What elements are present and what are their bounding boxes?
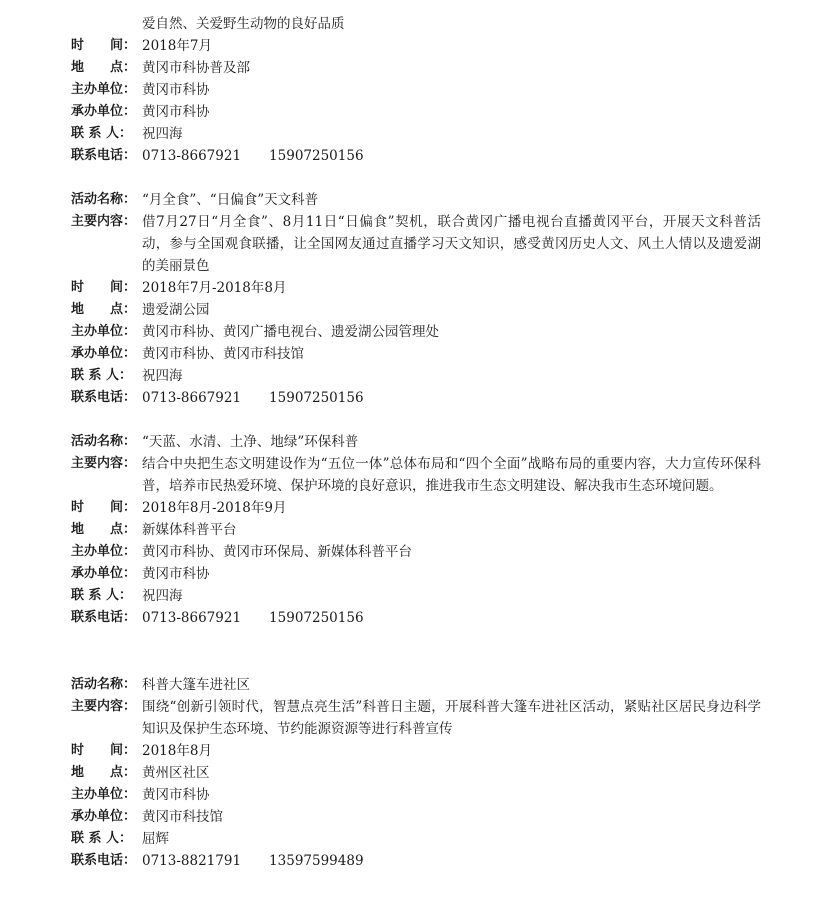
activity-tail — [71, 35, 761, 167]
place-label: 地 点： — [71, 60, 137, 75]
phone-office: 0713-8821791 — [142, 853, 242, 869]
content-row — [71, 453, 761, 497]
organizer-label: 承办单位： — [71, 566, 137, 581]
time-value: 2018年8月-2018年9月 — [142, 500, 287, 516]
host-label: 主办单位： — [71, 82, 137, 97]
phone-office: 0713-8667921 — [142, 390, 242, 406]
phone-mobile: 15907250156 — [269, 610, 364, 626]
phone-label: 联系电话： — [71, 148, 137, 163]
content-value: 借7月27日“月全食”、8月11日“日偏食”契机，联合黄冈广播电视台直播黄冈平台，开展天文科普活动，参与全国观食联播，让全国网友通过直播学习天文知识，感受黄冈历史人文、风土人情以及遗爱湖的美丽景色 — [142, 214, 761, 274]
content-label: 主要内容： — [71, 699, 137, 714]
time-row — [71, 35, 761, 57]
phone-row — [71, 145, 761, 167]
host-value: 黄冈市科协、黄冈市环保局、新媒体科普平台 — [142, 544, 412, 560]
place-row — [71, 519, 761, 541]
phone-office: 0713-8667921 — [142, 610, 242, 626]
contact-row — [71, 365, 761, 387]
time-value: 2018年7月 — [142, 38, 212, 54]
name-label: 活动名称： — [71, 192, 137, 207]
phone-row — [71, 607, 761, 629]
phone-mobile: 15907250156 — [269, 148, 364, 164]
time-value: 2018年8月 — [142, 743, 212, 759]
content-value: 围绕“创新引领时代，智慧点亮生活”科普日主题，开展科普大篷车进社区活动，紧贴社区居民身边科学知识及保护生态环境、节约能源资源等进行科普宣传 — [142, 699, 761, 737]
contact-label: 联 系 人： — [71, 126, 133, 141]
activity-block — [71, 189, 761, 409]
contact-value: 屈辉 — [142, 831, 169, 847]
place-row — [71, 57, 761, 79]
phone-value — [142, 607, 761, 629]
name-row — [71, 189, 761, 211]
place-value: 黄冈市科协普及部 — [142, 60, 250, 76]
name-value: 科普大篷车进社区 — [142, 677, 250, 693]
host-row — [71, 541, 761, 563]
time-label: 时 间： — [71, 500, 137, 515]
host-value: 黄冈市科协 — [142, 787, 210, 803]
host-row — [71, 321, 761, 343]
activity-block — [71, 674, 761, 872]
content-label: 主要内容： — [71, 456, 137, 471]
name-value: “天蓝、水清、土净、地绿”环保科普 — [142, 434, 359, 450]
phone-row — [71, 850, 761, 872]
host-label: 主办单位： — [71, 787, 137, 802]
host-row — [71, 784, 761, 806]
phone-label: 联系电话： — [71, 610, 137, 625]
phone-mobile: 13597599489 — [269, 853, 364, 869]
contact-row — [71, 585, 761, 607]
contact-label: 联 系 人： — [71, 588, 133, 603]
organizer-value: 黄冈市科协 — [142, 104, 210, 120]
host-label: 主办单位： — [71, 324, 137, 339]
continuation-line: 爱自然、关爱野生动物的良好品质 — [142, 16, 345, 32]
name-row — [71, 674, 761, 696]
organizer-value: 黄冈市科协、黄冈市科技馆 — [142, 346, 304, 362]
phone-value — [142, 145, 761, 167]
organizer-label: 承办单位： — [71, 346, 137, 361]
time-label: 时 间： — [71, 38, 137, 53]
organizer-row — [71, 343, 761, 365]
name-value: “月全食”、“日偏食”天文科普 — [142, 192, 319, 208]
phone-row — [71, 387, 761, 409]
activity-block — [71, 431, 761, 629]
place-label: 地 点： — [71, 522, 137, 537]
time-label: 时 间： — [71, 743, 137, 758]
contact-value: 祝四海 — [142, 588, 183, 604]
name-label: 活动名称： — [71, 677, 137, 692]
host-row — [71, 79, 761, 101]
time-row — [71, 497, 761, 519]
host-value: 黄冈市科协、黄冈广播电视台、遗爱湖公园管理处 — [142, 324, 439, 340]
content-row — [71, 696, 761, 740]
place-row — [71, 299, 761, 321]
phone-value — [142, 387, 761, 409]
time-value: 2018年7月-2018年8月 — [142, 280, 287, 296]
content-value: 结合中央把生态文明建设作为“五位一体”总体布局和“四个全面”战略布局的重要内容，大力宣传环保科普，培养市民热爱环境、保护环境的良好意识，推进我市生态文明建设、解决我市生态环境问题。 — [142, 456, 761, 494]
organizer-value: 黄冈市科技馆 — [142, 809, 223, 825]
phone-label: 联系电话： — [71, 853, 137, 868]
time-row — [71, 277, 761, 299]
contact-row — [71, 123, 761, 145]
contact-label: 联 系 人： — [71, 831, 133, 846]
name-row — [71, 431, 761, 453]
host-value: 黄冈市科协 — [142, 82, 210, 98]
place-value: 黄州区社区 — [142, 765, 210, 781]
place-value: 遗爱湖公园 — [142, 302, 210, 318]
place-row — [71, 762, 761, 784]
host-label: 主办单位： — [71, 544, 137, 559]
organizer-row — [71, 806, 761, 828]
contact-value: 祝四海 — [142, 368, 183, 384]
time-label: 时 间： — [71, 280, 137, 295]
organizer-value: 黄冈市科协 — [142, 566, 210, 582]
organizer-label: 承办单位： — [71, 809, 137, 824]
organizer-label: 承办单位： — [71, 104, 137, 119]
place-label: 地 点： — [71, 765, 137, 780]
time-row — [71, 740, 761, 762]
contact-row — [71, 828, 761, 850]
content-label: 主要内容： — [71, 214, 137, 229]
phone-office: 0713-8667921 — [142, 148, 242, 164]
contact-label: 联 系 人： — [71, 368, 133, 383]
phone-mobile: 15907250156 — [269, 390, 364, 406]
name-label: 活动名称： — [71, 434, 137, 449]
phone-value — [142, 850, 761, 872]
place-value: 新媒体科普平台 — [142, 522, 237, 538]
content-row — [71, 211, 761, 277]
organizer-row — [71, 101, 761, 123]
contact-value: 祝四海 — [142, 126, 183, 142]
place-label: 地 点： — [71, 302, 137, 317]
phone-label: 联系电话： — [71, 390, 137, 405]
organizer-row — [71, 563, 761, 585]
